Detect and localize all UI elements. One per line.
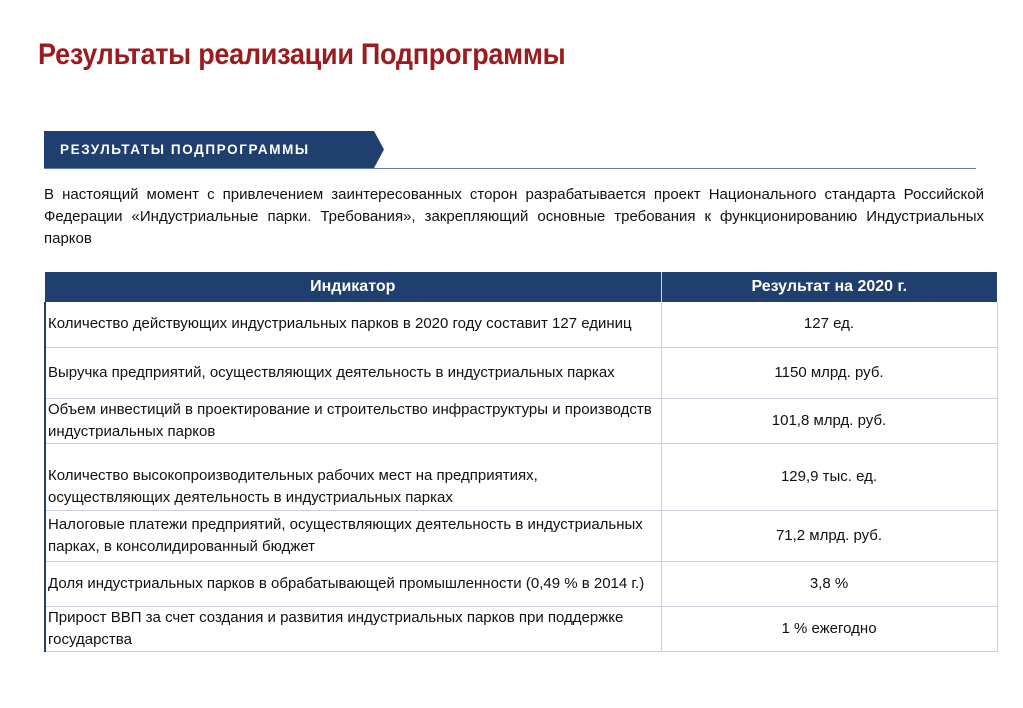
table-row [45, 443, 997, 510]
result-cell: 101,8 млрд. руб. [661, 398, 997, 443]
indicator-cell: Доля индустриальных парков в обрабатывающей промышленности (0,49 % в 2014 г.) [45, 561, 661, 606]
result-cell: 3,8 % [661, 561, 997, 606]
table-row [45, 510, 997, 561]
header-indicator: Индикатор [45, 272, 661, 302]
header-result: Результат на 2020 г. [661, 272, 997, 302]
result-cell: 1 % ежегодно [661, 606, 997, 651]
page-title: Результаты реализации Подпрограммы [38, 38, 566, 71]
result-cell: 129,9 тыс. ед. [661, 443, 997, 510]
table-row [45, 398, 997, 443]
result-cell: 127 ед. [661, 302, 997, 347]
table-row [45, 302, 997, 347]
section-banner [44, 131, 384, 168]
table-row [45, 561, 997, 606]
table-header-row [45, 272, 997, 302]
results-table [44, 272, 998, 652]
indicator-cell: Количество действующих индустриальных парков в 2020 году составит 127 единиц [45, 302, 661, 347]
indicator-cell: Выручка предприятий, осуществляющих деятельность в индустриальных парках [45, 347, 661, 398]
intro-paragraph: В настоящий момент с привлечением заинтересованных сторон разрабатывается проект Национального стандарта Российской Федерации «Индустриальные парки. Требования», закрепляющий основные требования к функционированию Индустриальных парков [44, 186, 984, 247]
table-row [45, 606, 997, 651]
result-cell: 1150 млрд. руб. [661, 347, 997, 398]
indicator-cell: Объем инвестиций в проектирование и строительство инфраструктуры и производств индустриальных парков [45, 398, 661, 443]
indicator-cell: Прирост ВВП за счет создания и развития индустриальных парков при поддержке государства [45, 606, 661, 651]
table-row [45, 347, 997, 398]
indicator-cell: Количество высокопроизводительных рабочих мест на предприятиях, осуществляющих деятельность в индустриальных парках [45, 443, 661, 510]
indicator-cell: Налоговые платежи предприятий, осуществляющих деятельность в индустриальных парках, в консолидированный бюджет [45, 510, 661, 561]
result-cell: 71,2 млрд. руб. [661, 510, 997, 561]
section-divider [44, 168, 976, 169]
section-banner-label: РЕЗУЛЬТАТЫ ПОДПРОГРАММЫ [60, 142, 310, 157]
